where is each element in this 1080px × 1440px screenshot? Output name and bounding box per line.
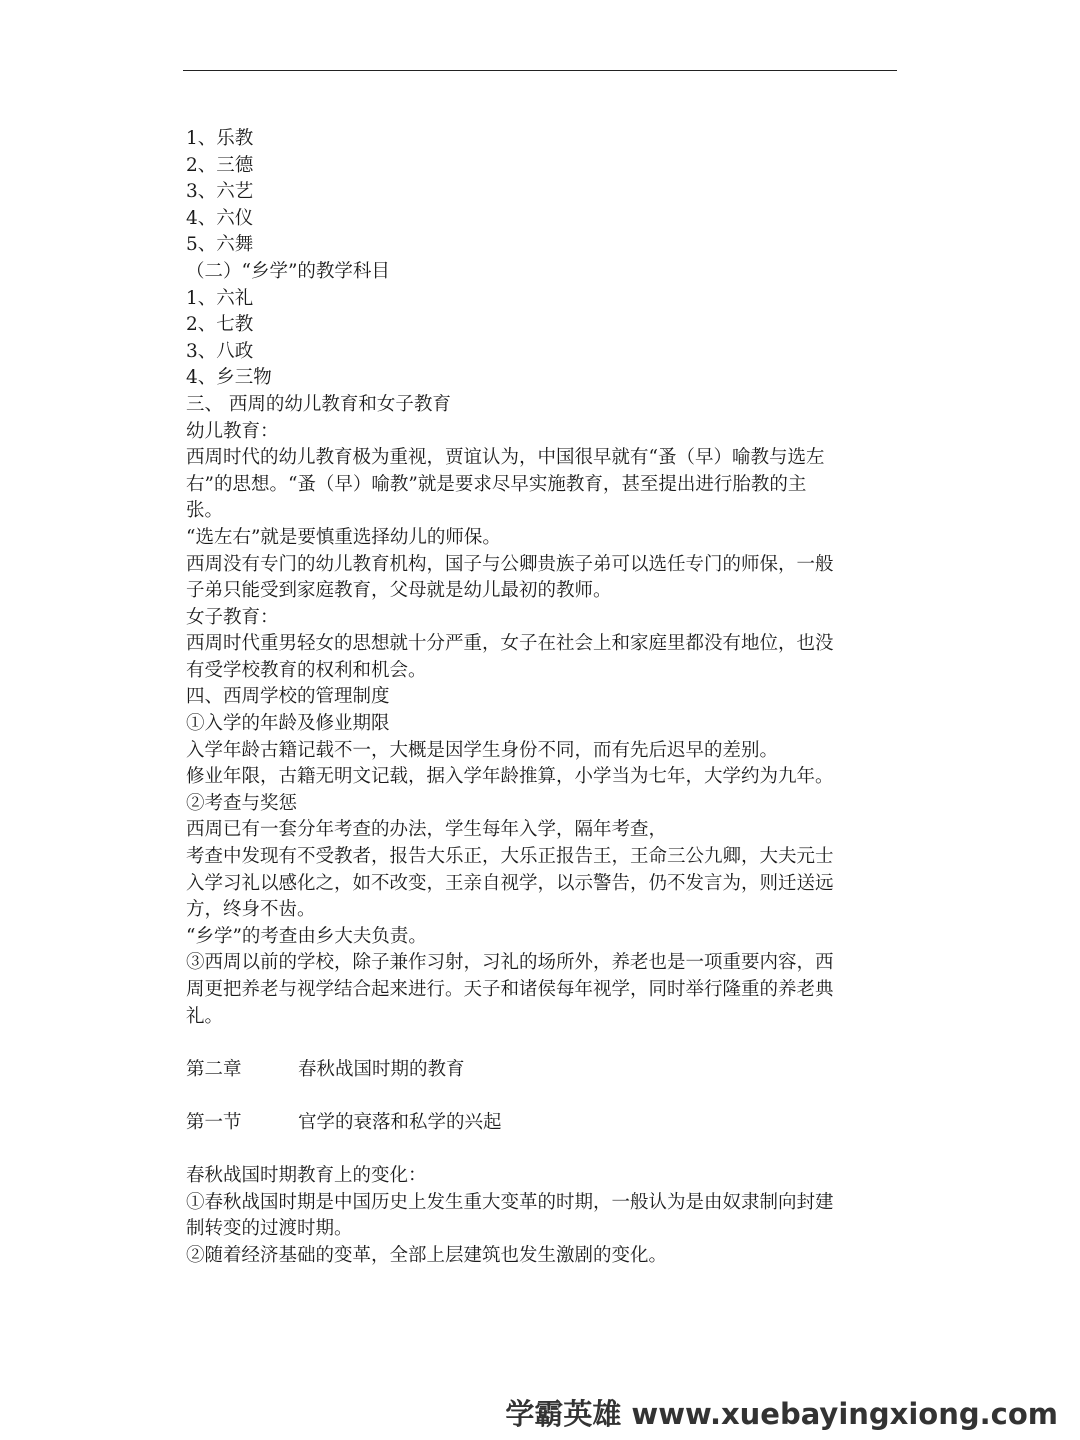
text-line: 1、六礼: [186, 287, 254, 309]
header-rule: [183, 70, 897, 71]
paragraph-line: 西周没有专门的幼儿教育机构，国子与公卿贵族子弟可以选任专门的师保，一般: [186, 553, 834, 575]
text-line: 1、乐教: [186, 128, 254, 149]
text-line: 4、乡三物: [186, 367, 272, 389]
section-heading: （二）“乡学”的教学科目: [186, 260, 390, 282]
subheading: 幼儿教育：: [186, 420, 279, 442]
blank-line: [186, 1083, 910, 1110]
paragraph-line: 右”的思想。“蚤（早）喻教”就是要求尽早实施教育，甚至提出进行胎教的主: [186, 473, 807, 495]
paragraph-line: 张。: [186, 500, 224, 522]
paragraph-line: 礼。: [186, 1005, 224, 1027]
section-label: 第一节: [186, 1111, 242, 1133]
document-body: [186, 126, 910, 1270]
footer-watermark: 学霸英雄 www.xuebayingxiong.com: [505, 1397, 1058, 1431]
paragraph-line: 入学年龄古籍记载不一，大概是因学生身份不同，而有先后迟早的差别。: [186, 739, 779, 761]
subheading: 春秋战国时期教育上的变化：: [186, 1165, 427, 1187]
subheading: ①入学的年龄及修业期限: [186, 713, 390, 735]
text-line: 2、三德: [186, 154, 254, 176]
paragraph-line: 考查中发现有不受教者，报告大乐正，大乐正报告王，王命三公九卿，大夫元士: [186, 846, 834, 868]
paragraph-line: 子弟只能受到家庭教育，父母就是幼儿最初的教师。: [186, 580, 612, 602]
chapter-title: 春秋战国时期的教育: [298, 1058, 465, 1080]
paragraph-line: 入学习礼以感化之，如不改变，王亲自视学，以示警告，仍不发言为，则迁送远: [186, 872, 834, 894]
subheading: 女子教育：: [186, 606, 279, 628]
paragraph-line: 制转变的过渡时期。: [186, 1218, 353, 1240]
chapter-heading: [186, 1057, 910, 1084]
subheading: ②考查与奖惩: [186, 792, 298, 814]
text-line: 4、六仪: [186, 207, 254, 229]
text-line: 3、八政: [186, 340, 254, 362]
section-title-heading: [186, 1110, 910, 1137]
text-line: 3、六艺: [186, 181, 254, 203]
paragraph-line: 西周时代重男轻女的思想就十分严重，女子在社会上和家庭里都没有地位，也没: [186, 633, 834, 655]
paragraph-line: 修业年限，古籍无明文记载，据入学年龄推算，小学当为七年，大学约为九年。: [186, 766, 834, 788]
paragraph-line: “乡学”的考查由乡大夫负责。: [186, 925, 427, 947]
paragraph-line: 方，终身不齿。: [186, 899, 316, 921]
chapter-label: 第二章: [186, 1058, 242, 1080]
paragraph-line: “选左右”就是要慎重选择幼儿的师保。: [186, 526, 501, 548]
paragraph-line: 西周时代的幼儿教育极为重视，贾谊认为，中国很早就有“蚤（早）喻教与选左: [186, 447, 825, 469]
paragraph-line: 周更把养老与视学结合起来进行。天子和诸侯每年视学，同时举行隆重的养老典: [186, 979, 834, 1000]
section-title: 官学的衰落和私学的兴起: [298, 1111, 502, 1133]
text-line: 2、七教: [186, 314, 254, 336]
text-line: 5、六舞: [186, 234, 254, 256]
blank-line: [186, 1137, 910, 1164]
section-heading: 四、西周学校的管理制度: [186, 686, 390, 708]
paragraph-line: ③西周以前的学校，除子兼作习射，习礼的场所外，养老也是一项重要内容，西: [186, 952, 834, 974]
section-heading: 三、 西周的幼儿教育和女子教育: [186, 393, 451, 415]
paragraph-line: ①春秋战国时期是中国历史上发生重大变革的时期，一般认为是由奴隶制向封建: [186, 1191, 834, 1213]
blank-line: [186, 1030, 910, 1057]
paragraph-line: 西周已有一套分年考查的办法，学生每年入学，隔年考查，: [186, 819, 668, 841]
paragraph-line: 有受学校教育的权利和机会。: [186, 659, 427, 681]
paragraph-line: ②随着经济基础的变革，全部上层建筑也发生激剧的变化。: [186, 1244, 668, 1266]
